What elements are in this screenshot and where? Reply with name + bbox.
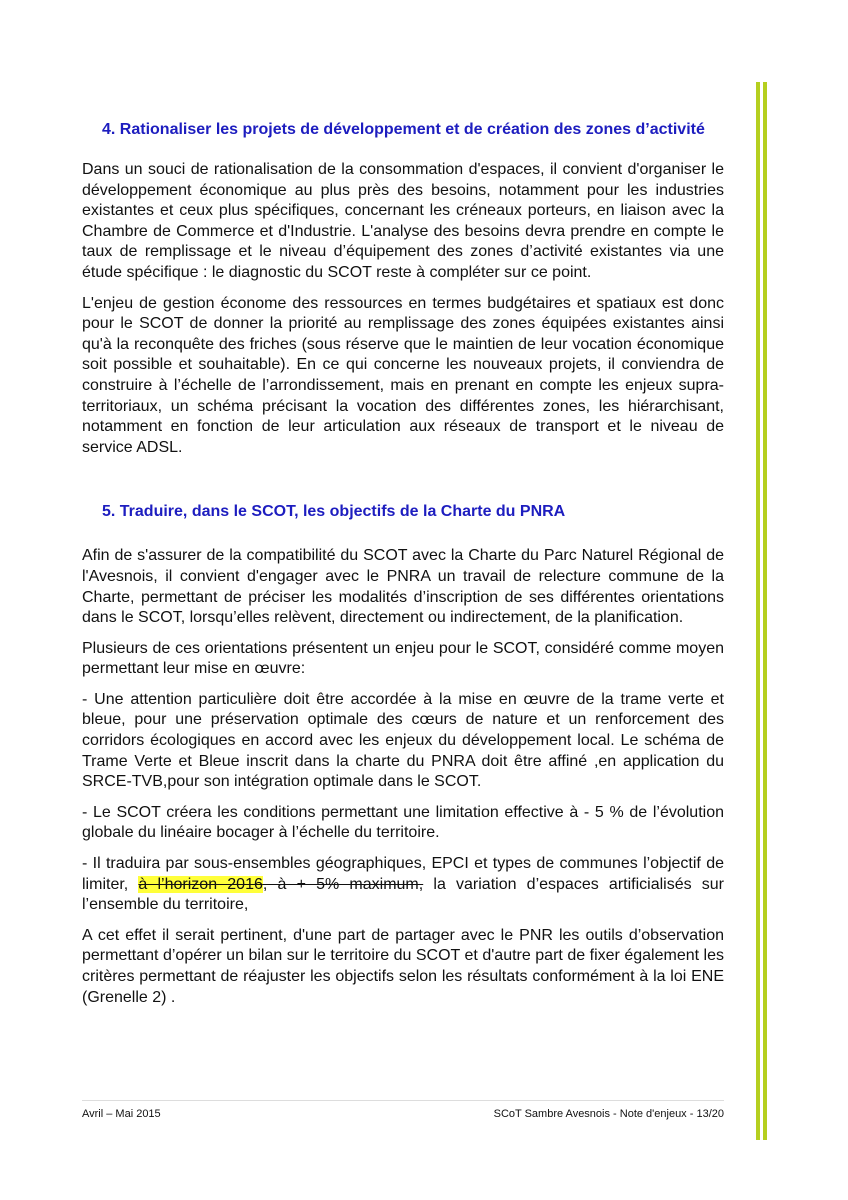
page-content	[82, 120, 724, 1018]
highlighted-struck-text: à l’horizon 2016	[138, 875, 263, 893]
paragraph-5-text-start: - Il traduira par sous-ensembles géographiques, EPCI et types de communes l’objectif de limiter,	[82, 855, 724, 893]
footer-divider	[82, 1100, 724, 1101]
footer-date: Avril – Mai 2015	[82, 1108, 161, 1120]
section-5-paragraph-6: A cet effet il serait pertinent, d'une part de partager avec le PNR les outils d’observation permettant d’opérer un bilan sur le territoire du SCOT et d'autre part de fixer également les critères permettant de réajuster les objectifs selon les résultats conformément à la loi ENE (Grenelle 2) .	[82, 926, 724, 1006]
struck-text: , à + 5% maximum,	[262, 875, 424, 893]
section-5-paragraph-3: - Une attention particulière doit être accordée à la mise en œuvre de la trame verte et bleue, pour une préservation optimale des cœurs de nature et un renforcement des corridors écologiques en accord avec les enjeux du développement local. Le schéma de Trame Verte et Bleue inscrit dans la charte du PNRA doit être affiné ,en application du SRCE-TVB,pour son intégration optimale dans le SCOT.	[82, 690, 724, 791]
section-5-paragraph-5	[82, 854, 724, 916]
section-4-heading: 4. Rationaliser les projets de développement et de création des zones d’activité	[102, 121, 705, 138]
section-5-heading: 5. Traduire, dans le SCOT, les objectifs de la Charte du PNRA	[102, 503, 566, 521]
footer-document-info: SCoT Sambre Avesnois - Note d'enjeux - 13/20	[493, 1108, 724, 1120]
section-spacer	[82, 468, 724, 502]
section-5-paragraph-4: - Le SCOT créera les conditions permettant une limitation effective à - 5 % de l’évolution globale du linéaire bocager à l’échelle du territoire.	[82, 803, 724, 842]
section-4-paragraph-1: Dans un souci de rationalisation de la consommation d'espaces, il convient d'organiser le développement économique au plus près des besoins, notamment pour les industries existantes et ceux plus spécifiques, concernant les créneaux porteurs, en liaison avec la Chambre de Commerce et d'Industrie. L'analyse des besoins devra prendre en compte le taux de remplissage et le niveau d’équipement des zones d’activité existantes via une étude spécifique : le diagnostic du SCOT reste à compléter sur ce point.	[82, 161, 724, 281]
margin-bar-left	[756, 82, 760, 1140]
margin-bar-right	[763, 82, 767, 1140]
section-5-paragraph-1: Afin de s'assurer de la compatibilité du SCOT avec la Charte du Parc Naturel Régional de l'Avesnois, il convient d'engager avec le PNRA un travail de relecture commune de la Charte, permettant de préciser les modalités d’inscription de ses différentes orientations dans le SCOT, lorsqu’elles relèvent, directement ou indirectement, de la planification.	[82, 547, 724, 627]
section-4-paragraph-2: L'enjeu de gestion économe des ressources en termes budgétaires et spatiaux est donc pour le SCOT de donner la priorité au remplissage des zones équipées existantes ainsi qu'à la reconquête des friches (sous réserve que le maintien de leur vocation économique soit possible et souhaitable). En ce qui concerne les nouveaux projets, il conviendra de construire à l’échelle de l’arrondissement, mais en prenant en compte les enjeux supra-territoriaux, un schéma précisant la vocation des différentes zones, les hiérarchisant, notamment en fonction de leur articulation aux réseaux de transport et le niveau de service ADSL.	[82, 294, 724, 456]
section-5-paragraph-2: Plusieurs de ces orientations présentent un enjeu pour le SCOT, considéré comme moyen permettant leur mise en œuvre:	[82, 639, 724, 678]
paragraph-5-text-end: la variation d’espaces artificialisés sur l’ensemble du territoire,	[82, 875, 725, 914]
